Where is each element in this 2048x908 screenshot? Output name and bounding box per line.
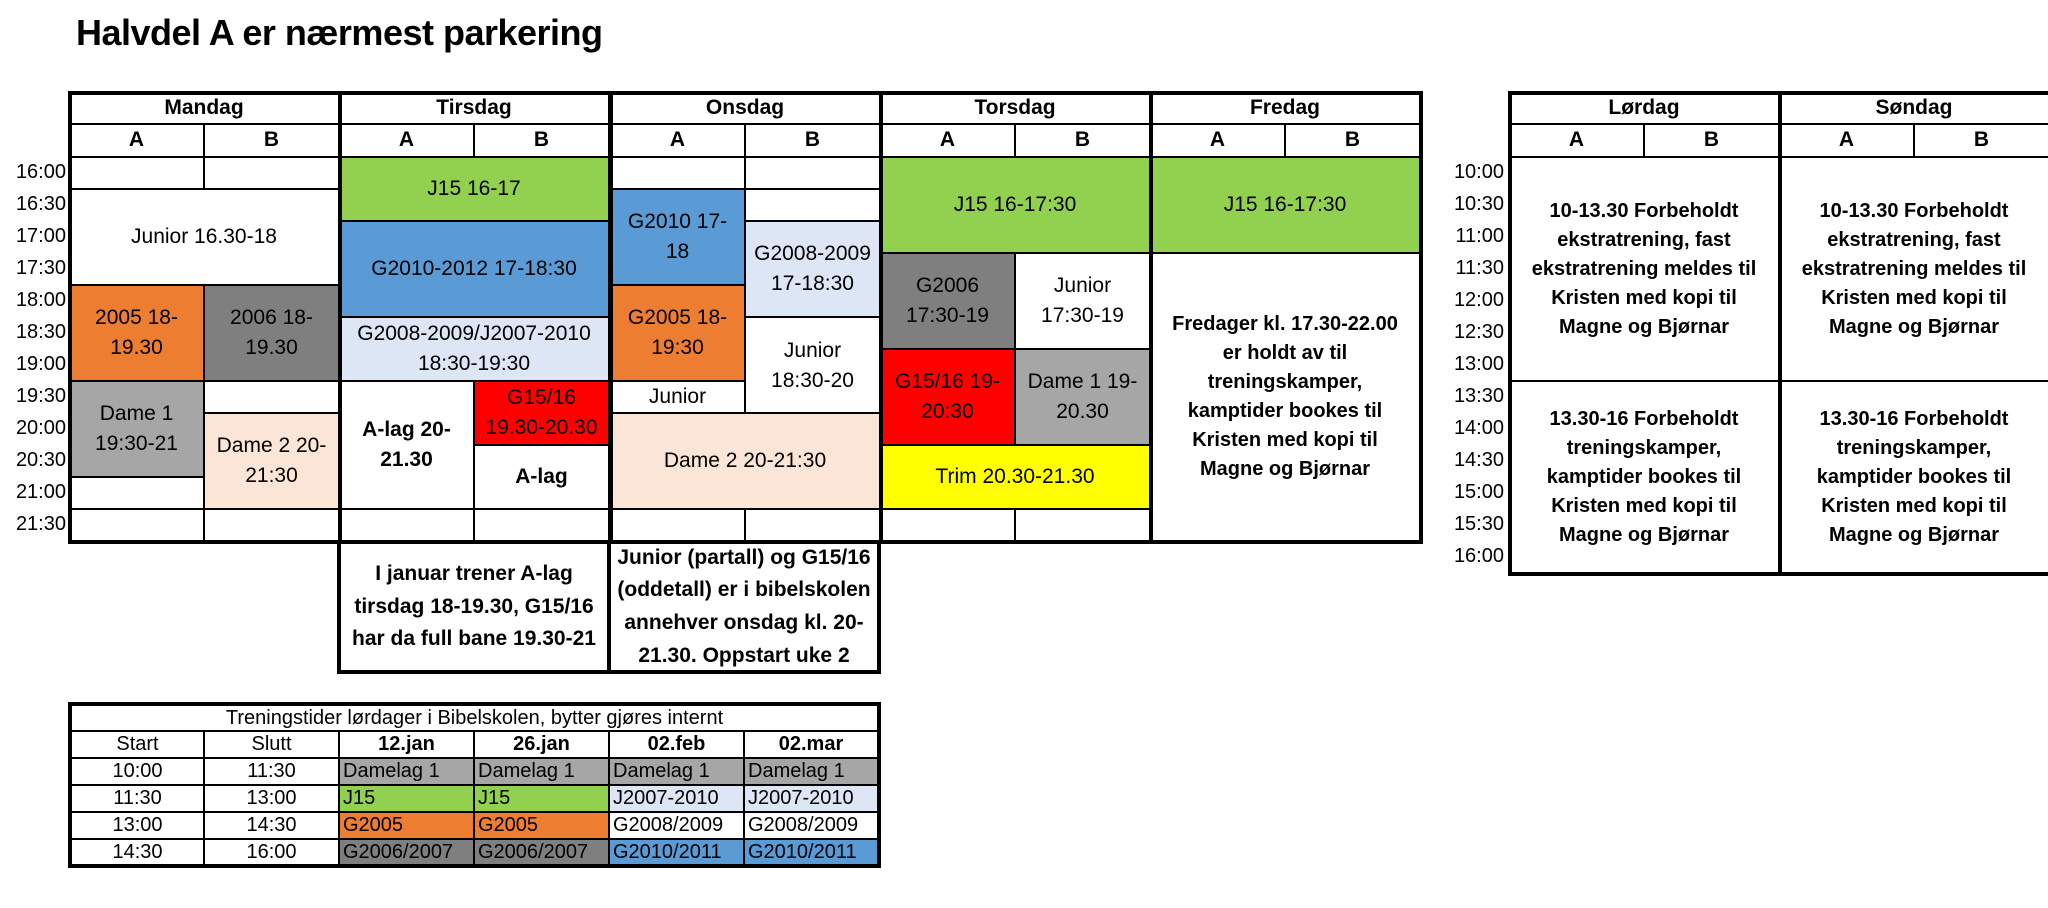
time-label: 17:30 [15,257,66,279]
day-header-sat: Lørdag [1508,91,1780,125]
end-time: 13:00 [204,785,339,812]
booking-thu-dame1: Dame 1 19-20.30 [1014,348,1151,446]
weekend-time-label: 13:00 [1453,353,1504,375]
booking-mon-2005: 2005 18-19.30 [68,284,205,382]
weekend-time-label: 15:00 [1453,481,1504,503]
half-header-a: A [1508,123,1645,158]
time-label: 21:00 [15,481,66,503]
half-header-b: B [473,123,610,158]
time-label: 18:30 [15,321,66,343]
weekend-time-label: 12:00 [1453,289,1504,311]
column-header: 02.mar [744,731,879,758]
time-label: 16:30 [15,193,66,215]
team-cell: G2010/2011 [609,839,744,866]
day-header-sun: Søndag [1778,91,2048,125]
empty-slot [68,508,205,542]
weekend-time-label: 16:00 [1453,545,1504,567]
start-time: 13:00 [70,812,204,839]
table-row [70,812,879,839]
team-cell: Damelag 1 [744,758,879,785]
empty-slot [744,188,881,222]
team-cell: G2008/2009 [609,812,744,839]
time-label: 21:30 [15,513,66,535]
column-header: 12.jan [339,731,474,758]
team-cell: G2005 [339,812,474,839]
half-header-b: B [1643,123,1780,158]
weekend-time-label: 11:00 [1455,225,1504,247]
weekend-time-label: 10:30 [1453,193,1504,215]
start-time: 10:00 [70,758,204,785]
day-header-fri: Fredag [1149,91,1421,125]
team-cell: J15 [474,785,609,812]
booking-tue-g1516: G15/16 19.30-20.30 [473,380,610,446]
time-label: 20:30 [15,449,66,471]
saturday-table-title: Treningstider lørdager i Bibelskolen, bytter gjøres internt [70,704,879,731]
half-header-b: B [203,123,340,158]
time-label: 18:00 [15,289,66,311]
day-header-mon: Mandag [68,91,340,125]
table-row [70,839,879,866]
table-row [70,758,879,785]
booking-thu-trim: Trim 20.30-21.30 [879,444,1151,510]
column-header: Slutt [204,731,339,758]
team-cell: J2007-2010 [744,785,879,812]
end-time: 11:30 [204,758,339,785]
time-label: 19:00 [15,353,66,375]
booking-wed-junior-a: Junior [609,380,746,414]
team-cell: G2006/2007 [474,839,609,866]
booking-wed-g2010: G2010 17-18 [609,188,746,286]
half-header-a: A [609,123,746,158]
column-header: 26.jan [474,731,609,758]
booking-wed-dame2: Dame 2 20-21:30 [609,412,881,510]
empty-slot [879,508,1016,542]
day-header-wed: Onsdag [609,91,881,125]
empty-slot [68,156,205,190]
table-row [70,785,879,812]
weekend-time-label: 15:30 [1453,513,1504,535]
booking-mon-junior: Junior 16.30-18 [68,188,340,286]
empty-slot [473,508,610,542]
empty-slot [203,508,340,542]
half-header-a: A [68,123,205,158]
booking-thu-g2006: G2006 17:30-19 [879,252,1016,350]
half-header-b: B [1913,123,2048,158]
day-header-tue: Tirsdag [338,91,610,125]
time-label: 20:00 [15,417,66,439]
weekend-time-label: 10:00 [1453,161,1504,183]
team-cell: G2010/2011 [744,839,879,866]
empty-slot [609,156,746,190]
wednesday-note: Junior (partall) og G15/16 (oddetall) er i bibelskolen annehver onsdag kl. 20-21.30. Oppstart uke 2 [607,540,881,674]
team-cell: G2006/2007 [339,839,474,866]
end-time: 14:30 [204,812,339,839]
booking-wed-g2008: G2008-2009 17-18:30 [744,220,881,318]
team-cell: G2005 [474,812,609,839]
team-cell: Damelag 1 [474,758,609,785]
column-header: Start [70,731,204,758]
empty-slot [744,508,881,542]
column-header: 02.feb [609,731,744,758]
weekend-time-label: 11:30 [1455,257,1504,279]
booking-fri-j15: J15 16-17:30 [1149,156,1421,254]
end-time: 16:00 [204,839,339,866]
booking-thu-junior: Junior 17:30-19 [1014,252,1151,350]
half-header-a: A [879,123,1016,158]
weekend-time-label: 12:30 [1453,321,1504,343]
booking-wed-junior-b: Junior 18:30-20 [744,316,881,414]
time-label: 16:00 [15,161,66,183]
team-cell: J2007-2010 [609,785,744,812]
empty-slot [68,476,205,510]
half-header-a: A [338,123,475,158]
weekend-sat-morning: 10-13.30 Forbeholdt ekstratrening, fast ekstratrening meldes til Kristen med kopi til Magne og Bjørnar [1508,156,1780,382]
booking-mon-dame2: Dame 2 20-21:30 [203,412,340,510]
booking-tue-alag-a: A-lag 20-21.30 [338,380,475,510]
tuesday-note: I januar trener A-lag tirsdag 18-19.30, G15/16 har da full bane 19.30-21 [337,540,611,674]
time-label: 19:30 [15,385,66,407]
time-label: 17:00 [15,225,66,247]
table-title-row [70,704,879,731]
team-cell: G2008/2009 [744,812,879,839]
team-cell: J15 [339,785,474,812]
weekend-time-label: 14:30 [1453,449,1504,471]
friday-reserved-note: Fredager kl. 17.30-22.00 er holdt av til treningskamper, kamptider bookes til Kristen med kopi til Magne og Bjørnar [1149,252,1421,542]
empty-slot [338,508,475,542]
weekend-sun-afternoon: 13.30-16 Forbeholdt treningskamper, kamptider bookes til Kristen med kopi til Magne og Bjørnar [1778,380,2048,574]
empty-slot [203,156,340,190]
booking-mon-2006: 2006 18-19.30 [203,284,340,382]
half-header-b: B [1284,123,1421,158]
empty-slot [609,508,746,542]
saturday-training-table [68,702,881,868]
empty-slot [1014,508,1151,542]
team-cell: Damelag 1 [339,758,474,785]
booking-mon-dame1: Dame 1 19:30-21 [68,380,205,478]
booking-thu-j15: J15 16-17:30 [879,156,1151,254]
start-time: 14:30 [70,839,204,866]
booking-tue-g2008: G2008-2009/J2007-2010 18:30-19:30 [338,316,610,382]
booking-wed-g2005: G2005 18-19:30 [609,284,746,382]
weekend-sun-morning: 10-13.30 Forbeholdt ekstratrening, fast ekstratrening meldes til Kristen med kopi til Magne og Bjørnar [1778,156,2048,382]
half-header-a: A [1149,123,1286,158]
start-time: 11:30 [70,785,204,812]
day-header-thu: Torsdag [879,91,1151,125]
half-header-b: B [744,123,881,158]
booking-tue-j15: J15 16-17 [338,156,610,222]
booking-tue-g2010: G2010-2012 17-18:30 [338,220,610,318]
weekend-sat-afternoon: 13.30-16 Forbeholdt treningskamper, kamptider bookes til Kristen med kopi til Magne og Bjørnar [1508,380,1780,574]
table-header-row [70,731,879,758]
half-header-a: A [1778,123,1915,158]
empty-slot [203,380,340,414]
weekend-time-label: 13:30 [1453,385,1504,407]
booking-thu-g1516: G15/16 19-20:30 [879,348,1016,446]
booking-tue-alag-b: A-lag [473,444,610,510]
weekend-time-label: 14:00 [1453,417,1504,439]
empty-slot [744,156,881,190]
team-cell: Damelag 1 [609,758,744,785]
half-header-b: B [1014,123,1151,158]
page-title: Halvdel A er nærmest parkering [76,12,603,53]
